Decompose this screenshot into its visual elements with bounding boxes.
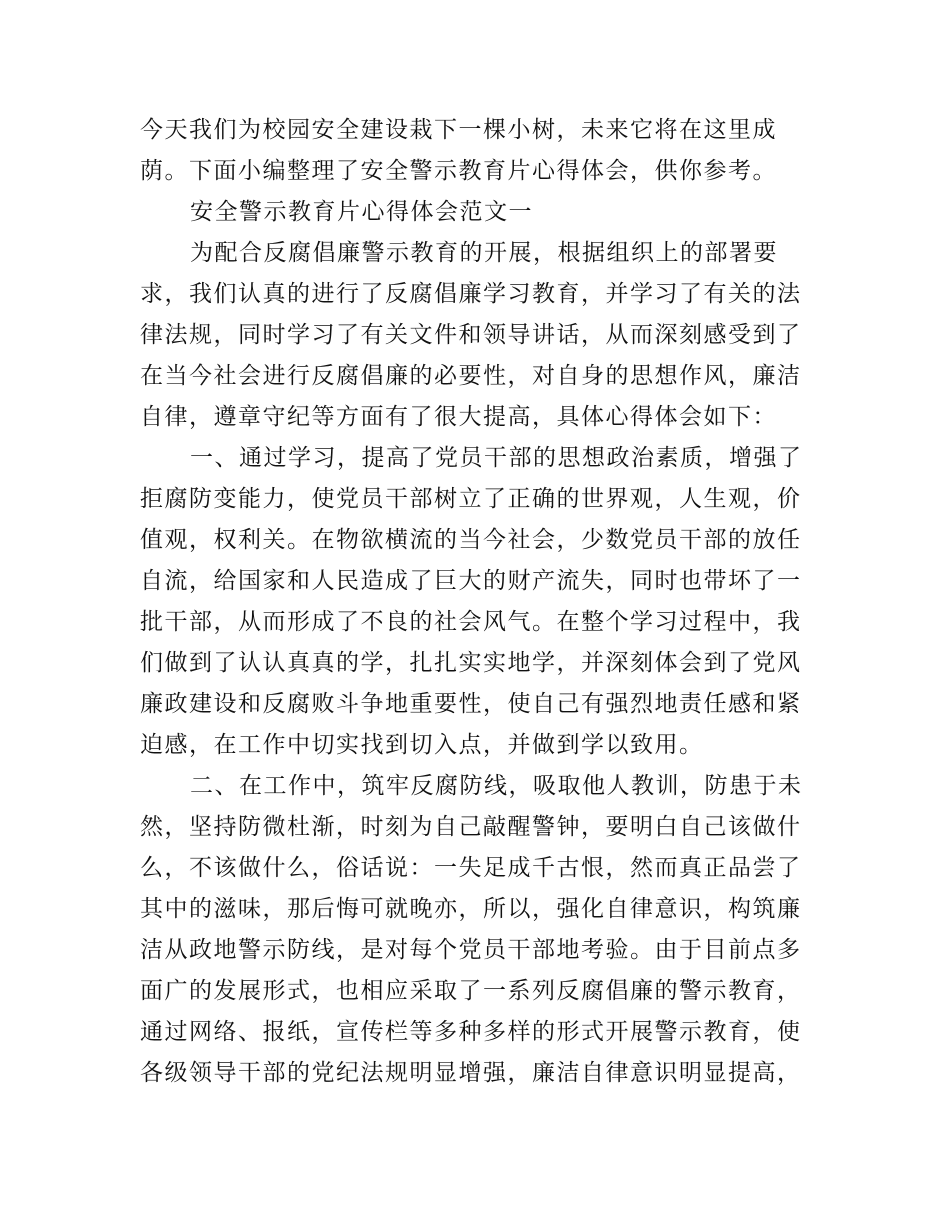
text-line: 荫。下面小编整理了安全警示教育片心得体会，供你参考。	[140, 158, 777, 184]
text-line: 今天我们为校园安全建设栽下一棵小树，未来它将在这里成	[140, 117, 777, 143]
text-line: 然，坚持防微杜渐，时刻为自己敲醒警钟，要明白自己该做什	[140, 814, 802, 840]
text-line: 通过网络、报纸，宣传栏等多种多样的形式开展警示教育，使	[140, 1019, 802, 1045]
text-line: 洁从政地警示防线，是对每个党员干部地考验。由于目前点多	[140, 937, 802, 963]
text-line: 律法规，同时学习了有关文件和领导讲话，从而深刻感受到了	[140, 322, 802, 348]
text-line: 为配合反腐倡廉警示教育的开展，根据组织上的部署要	[190, 240, 778, 266]
text-line: 值观，权利关。在物欲横流的当今社会，少数党员干部的放任	[140, 527, 802, 553]
text-line: 安全警示教育片心得体会范文一	[190, 199, 533, 225]
text-line: 拒腐防变能力，使党员干部树立了正确的世界观，人生观，价	[140, 486, 802, 512]
text-line: 面广的发展形式，也相应采取了一系列反腐倡廉的警示教育，	[140, 978, 802, 1004]
text-line: 各级领导干部的党纪法规明显增强，廉洁自律意识明显提高，	[140, 1060, 802, 1086]
text-line: 二、在工作中，筑牢反腐防线，吸取他人教训，防患于未	[190, 773, 803, 799]
text-line: 自律，遵章守纪等方面有了很大提高，具体心得体会如下：	[140, 404, 777, 430]
text-line: 其中的滋味，那后悔可就晚亦，所以，强化自律意识，构筑廉	[140, 896, 802, 922]
text-line: 迫感，在工作中切实找到切入点，并做到学以致用。	[140, 732, 704, 758]
text-line: 在当今社会进行反腐倡廉的必要性，对自身的思想作风，廉洁	[140, 363, 802, 389]
text-line: 求，我们认真的进行了反腐倡廉学习教育，并学习了有关的法	[140, 281, 802, 307]
document-body	[140, 110, 814, 1094]
text-line: 们做到了认认真真的学，扎扎实实地学，并深刻体会到了党风	[140, 650, 802, 676]
text-line: 自流，给国家和人民造成了巨大的财产流失，同时也带坏了一	[140, 568, 802, 594]
text-line: 么，不该做什么，俗话说：一失足成千古恨，然而真正品尝了	[140, 855, 802, 881]
text-line: 一、通过学习，提高了党员干部的思想政治素质，增强了	[190, 445, 803, 471]
text-line: 廉政建设和反腐败斗争地重要性，使自己有强烈地责任感和紧	[140, 691, 802, 717]
text-line: 批干部，从而形成了不良的社会风气。在整个学习过程中，我	[140, 609, 802, 635]
